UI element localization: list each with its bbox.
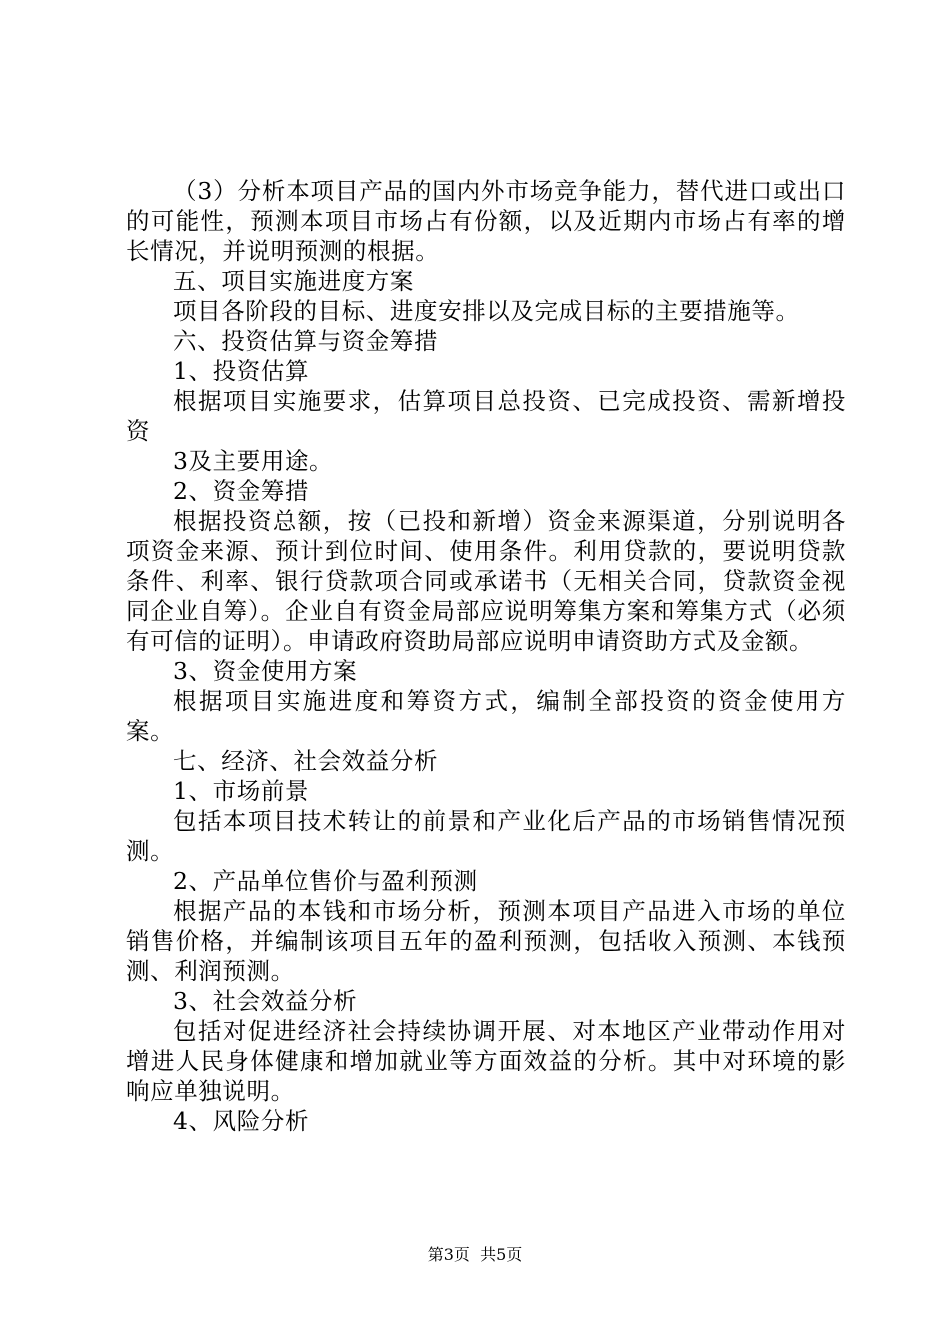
subheading-social-benefits: 3、社会效益分析 [173, 987, 358, 1015]
paragraph-market-competitiveness: （3）分析本项目产品的国内外市场竞争能力，替代进口或出口的可能性，预测本项目市场占有份额，以及近期内市场占有率的增长情况，并说明预测的根据。 [126, 177, 846, 265]
footer-spacer [470, 1245, 480, 1264]
paragraph-fund-usage-plan: 根据项目实施进度和筹资方式，编制全部投资的资金使用方案。 [126, 687, 846, 745]
subheading-unit-price-profit: 2、产品单位售价与盈利预测 [173, 867, 478, 895]
paragraph-investment-estimate: 根据项目实施要求，估算项目总投资、已完成投资、需新增投资 [126, 387, 846, 445]
page-footer [0, 1245, 950, 1265]
subheading-fund-usage-plan: 3、资金使用方案 [173, 657, 358, 685]
paragraph-market-prospects: 包括本项目技术转让的前景和产业化后产品的市场销售情况预测。 [126, 807, 846, 865]
heading-investment-financing: 六、投资估算与资金筹措 [173, 327, 439, 355]
subheading-risk-analysis: 4、风险分析 [173, 1107, 310, 1135]
document-body [126, 176, 846, 1136]
paragraph-social-benefits: 包括对促进经济社会持续协调开展、对本地区产业带动作用对增进人民身体健康和增加就业等方面效益的分析。其中对环境的影响应单独说明。 [126, 1017, 846, 1105]
paragraph-fund-raising: 根据投资总额，按（已投和新增）资金来源渠道，分别说明各项资金来源、预计到位时间、使用条件。利用贷款的，要说明贷款条件、利率、银行贷款项合同或承诺书（无相关合同，贷款资金视同企业自筹）。企业自有资金局部应说明筹集方案和筹集方式（必须有可信的证明）。申请政府资助局部应说明申请资助方式及金额。 [126, 507, 846, 655]
subheading-market-prospects: 1、市场前景 [173, 777, 310, 805]
heading-economic-social-benefits: 七、经济、社会效益分析 [173, 747, 439, 775]
subheading-investment-estimate: 1、投资估算 [173, 357, 310, 385]
heading-implementation-schedule: 五、项目实施进度方案 [173, 267, 414, 295]
paragraph-unit-price-profit: 根据产品的本钱和市场分析，预测本项目产品进入市场的单位销售价格，并编制该项目五年的盈利预测，包括收入预测、本钱预测、利润预测。 [126, 897, 846, 985]
subheading-fund-raising: 2、资金筹措 [173, 477, 310, 505]
page-number: 第3页 [427, 1245, 470, 1264]
paragraph-main-uses: 3及主要用途。 [173, 447, 334, 475]
paragraph-stage-goals: 项目各阶段的目标、进度安排以及完成目标的主要措施等。 [173, 297, 800, 325]
page-total: 共5页 [480, 1245, 523, 1264]
